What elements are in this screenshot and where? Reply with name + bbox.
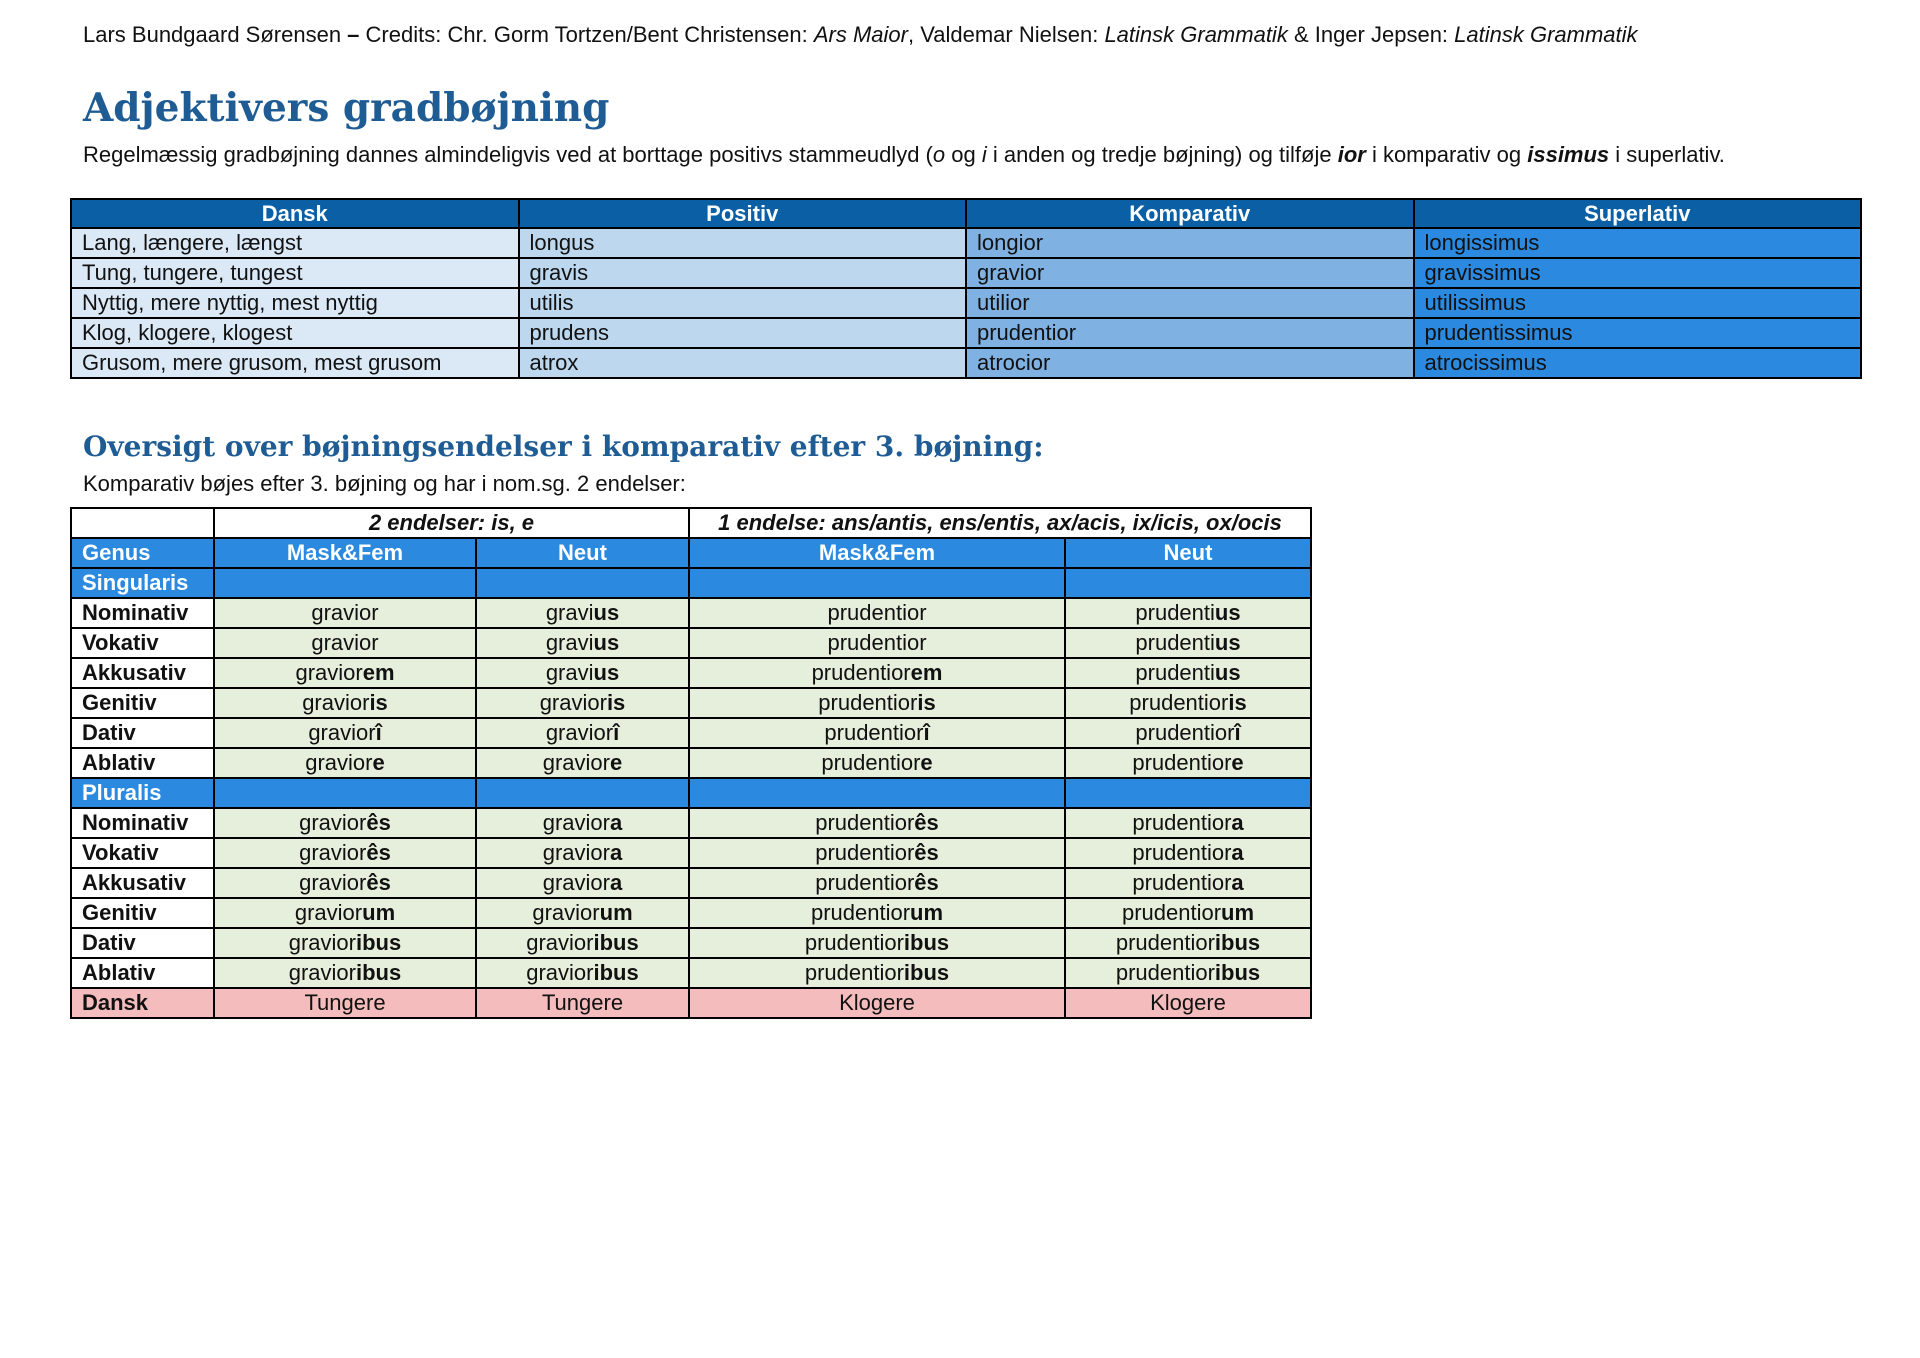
form-ending: î: [1234, 720, 1241, 745]
form-ending: a: [1231, 870, 1244, 895]
comparison-cell: Lang, længere, længst: [71, 228, 519, 258]
form-ending: um: [1221, 900, 1255, 925]
credits-book2: Latinsk Grammatik: [1104, 22, 1288, 47]
form-ending: is: [917, 690, 936, 715]
form-stem: prudentior: [824, 720, 924, 745]
comparison-cell: atrocior: [966, 348, 1414, 378]
form-ending: ibus: [593, 960, 639, 985]
form-cell: [1065, 928, 1311, 958]
form-stem: gravior: [299, 870, 367, 895]
form-ending: î: [613, 720, 620, 745]
form-ending: ês: [914, 840, 939, 865]
form-stem: gravior: [542, 810, 610, 835]
form-stem: prudenti: [1135, 600, 1215, 625]
form-stem: gravior: [305, 750, 373, 775]
form-stem: gravior: [288, 930, 356, 955]
genus-header-row: [71, 538, 1311, 568]
credits-part1: Chr. Gorm Tortzen/Bent Christensen:: [441, 22, 814, 47]
form-ending: us: [1214, 630, 1241, 655]
comparison-cell: utilissimus: [1414, 288, 1862, 318]
form-stem: gravior: [526, 960, 594, 985]
form-cell: [476, 718, 689, 748]
form-stem: prudentior: [1132, 750, 1232, 775]
form-stem: prudentior: [804, 930, 904, 955]
intro-text-2: og: [945, 142, 982, 167]
col-mask-fem-1: Mask&Fem: [214, 538, 476, 568]
form-ending: ibus: [1214, 960, 1261, 985]
case-row: [71, 718, 1311, 748]
comparison-cell: atrox: [519, 348, 967, 378]
group-one-ending: 1 endelse: ans/antis, ens/entis, ax/acis, ix/icis, ox/ocis: [689, 508, 1311, 538]
form-cell: [689, 868, 1065, 898]
form-ending: a: [610, 810, 623, 835]
form-cell: [476, 688, 689, 718]
case-row: [71, 748, 1311, 778]
pluralis-row-label: Pluralis: [71, 778, 214, 808]
form-stem: prudentior: [815, 870, 915, 895]
case-label: Dativ: [71, 718, 214, 748]
comparison-cell: gravis: [519, 258, 967, 288]
form-stem: prudentior: [827, 630, 927, 655]
form-ending: is: [606, 690, 626, 715]
form-stem: prudentior: [821, 750, 921, 775]
dansk-translation: Klogere: [689, 988, 1065, 1018]
singularis-row-fill: [1065, 568, 1311, 598]
form-cell: [689, 838, 1065, 868]
form-ending: ibus: [356, 960, 402, 985]
credits-part2: , Valdemar Nielsen:: [907, 22, 1105, 47]
intro-text-5: i superlativ.: [1609, 142, 1725, 167]
form-ending: us: [593, 600, 620, 625]
singularis-row-fill: [476, 568, 689, 598]
form-cell: [689, 748, 1065, 778]
form-stem: gravior: [311, 600, 379, 625]
form-ending: e: [920, 750, 933, 775]
credits-dash: –: [341, 22, 366, 47]
form-cell: [476, 898, 689, 928]
intro-ior: ior: [1337, 142, 1366, 167]
form-stem: prudentior: [1135, 720, 1235, 745]
comparison-row: [71, 228, 1861, 258]
form-stem: prudenti: [1135, 660, 1215, 685]
form-cell: [689, 958, 1065, 988]
comparison-cell: Grusom, mere grusom, mest grusom: [71, 348, 519, 378]
form-cell: [476, 928, 689, 958]
comparison-cell: utilior: [966, 288, 1414, 318]
comparison-cell: Klog, klogere, klogest: [71, 318, 519, 348]
form-stem: gravior: [532, 900, 600, 925]
group-two-endings: 2 endelser: is, e: [214, 508, 689, 538]
form-ending: us: [593, 660, 620, 685]
form-cell: [476, 748, 689, 778]
form-cell: [214, 658, 476, 688]
form-stem: gravior: [294, 900, 363, 925]
form-stem: prudentior: [1132, 870, 1232, 895]
case-label: Ablativ: [71, 958, 214, 988]
case-label: Ablativ: [71, 748, 214, 778]
form-ending: em: [362, 660, 395, 685]
comparison-row: [71, 348, 1861, 378]
form-ending: ês: [914, 810, 939, 835]
case-label: Akkusativ: [71, 868, 214, 898]
form-stem: prudentior: [827, 600, 927, 625]
case-label: Genitiv: [71, 898, 214, 928]
form-ending: î: [923, 720, 930, 745]
form-cell: [476, 598, 689, 628]
form-ending: a: [610, 840, 623, 865]
comparison-cell: atrocissimus: [1414, 348, 1862, 378]
form-stem: prudentior: [815, 840, 915, 865]
comparison-table-header: [71, 199, 1861, 228]
comparison-table: [70, 198, 1862, 379]
comparison-row: [71, 258, 1861, 288]
form-stem: gravior: [299, 840, 367, 865]
form-ending: ês: [366, 870, 391, 895]
singularis-row-fill: [214, 568, 476, 598]
credits-line: [83, 20, 1638, 50]
form-ending: um: [910, 900, 944, 925]
form-cell: [1065, 838, 1311, 868]
form-ending: a: [1231, 810, 1244, 835]
form-cell: [1065, 808, 1311, 838]
comparison-row: [71, 288, 1861, 318]
form-ending: ês: [366, 810, 391, 835]
form-cell: [214, 598, 476, 628]
pluralis-row-fill: [476, 778, 689, 808]
col-mask-fem-2: Mask&Fem: [689, 538, 1065, 568]
case-row: [71, 868, 1311, 898]
singularis-row-label: Singularis: [71, 568, 214, 598]
form-cell: [214, 718, 476, 748]
form-cell: [689, 808, 1065, 838]
form-stem: gravior: [542, 870, 610, 895]
form-cell: [476, 628, 689, 658]
form-stem: prudentior: [1121, 900, 1222, 925]
col-neut-2: Neut: [1065, 538, 1311, 568]
col-neut-1: Neut: [476, 538, 689, 568]
group-header-empty: [71, 508, 214, 538]
form-cell: [476, 658, 689, 688]
case-label: Genitiv: [71, 688, 214, 718]
form-cell: [214, 928, 476, 958]
form-stem: gravior: [539, 690, 607, 715]
form-ending: us: [1214, 660, 1241, 685]
form-cell: [214, 898, 476, 928]
dansk-translation: Tungere: [476, 988, 689, 1018]
intro-text-1: Regelmæssig gradbøjning dannes almindeligvis ved at borttage positivs stammeudlyd (: [83, 142, 933, 167]
form-stem: prudentior: [815, 810, 915, 835]
case-label: Nominativ: [71, 598, 214, 628]
case-label: Vokativ: [71, 628, 214, 658]
case-row: [71, 808, 1311, 838]
form-stem: prudentior: [1129, 690, 1229, 715]
form-stem: gravi: [545, 660, 594, 685]
intro-text-4: i komparativ og: [1365, 142, 1528, 167]
form-stem: gravior: [545, 720, 614, 745]
form-stem: prudentior: [811, 660, 911, 685]
case-row: [71, 658, 1311, 688]
form-stem: gravior: [299, 810, 367, 835]
pluralis-row-fill: [1065, 778, 1311, 808]
form-cell: [1065, 658, 1311, 688]
case-label: Akkusativ: [71, 658, 214, 688]
form-cell: [689, 598, 1065, 628]
case-label: Vokativ: [71, 838, 214, 868]
form-stem: gravior: [308, 720, 376, 745]
form-ending: em: [910, 660, 943, 685]
header-positiv: Positiv: [519, 199, 967, 228]
form-stem: gravior: [526, 930, 594, 955]
form-cell: [689, 928, 1065, 958]
form-cell: [689, 658, 1065, 688]
pluralis-row-fill: [689, 778, 1065, 808]
author-name: Lars Bundgaard Sørensen: [83, 22, 342, 47]
case-row: [71, 688, 1311, 718]
form-stem: gravior: [542, 750, 610, 775]
form-ending: a: [610, 870, 623, 895]
header-komparativ: Komparativ: [966, 199, 1414, 228]
form-cell: [476, 808, 689, 838]
form-cell: [689, 898, 1065, 928]
form-ending: ês: [914, 870, 939, 895]
form-stem: prudentior: [818, 690, 918, 715]
credits-book1: Ars Maior: [813, 22, 908, 47]
form-cell: [476, 958, 689, 988]
form-cell: [1065, 718, 1311, 748]
form-ending: a: [1231, 840, 1244, 865]
form-cell: [1065, 958, 1311, 988]
form-ending: ibus: [903, 930, 950, 955]
form-ending: î: [375, 720, 382, 745]
page-title: Adjektivers gradbøjning: [83, 85, 610, 131]
comparison-cell: prudentissimus: [1414, 318, 1862, 348]
form-ending: is: [369, 690, 388, 715]
form-stem: gravior: [302, 690, 370, 715]
form-stem: prudentior: [1132, 840, 1232, 865]
intro-paragraph: [83, 140, 1725, 170]
group-header-row: [71, 508, 1311, 538]
comparison-cell: prudens: [519, 318, 967, 348]
form-cell: [476, 838, 689, 868]
case-label: Nominativ: [71, 808, 214, 838]
form-cell: [1065, 688, 1311, 718]
form-cell: [476, 868, 689, 898]
declension-table: [70, 507, 1312, 1019]
form-cell: [689, 628, 1065, 658]
form-cell: [689, 718, 1065, 748]
case-row: [71, 838, 1311, 868]
form-cell: [1065, 748, 1311, 778]
intro-o: o: [932, 142, 946, 167]
intro-i: i: [981, 142, 987, 167]
form-stem: gravior: [542, 840, 610, 865]
form-stem: prudentior: [810, 900, 911, 925]
form-cell: [214, 838, 476, 868]
case-row: [71, 598, 1311, 628]
form-ending: um: [599, 900, 633, 925]
comparison-row: [71, 318, 1861, 348]
comparison-cell: Tung, tungere, tungest: [71, 258, 519, 288]
case-row: [71, 628, 1311, 658]
section-title: Oversigt over bøjningsendelser i komparativ efter 3. bøjning:: [83, 430, 1044, 463]
comparison-cell: longus: [519, 228, 967, 258]
case-row: [71, 898, 1311, 928]
form-ending: ibus: [356, 930, 402, 955]
header-superlativ: Superlativ: [1414, 199, 1862, 228]
comparison-cell: longior: [966, 228, 1414, 258]
form-ending: e: [610, 750, 623, 775]
comparison-cell: longissimus: [1414, 228, 1862, 258]
pluralis-row: [71, 778, 1311, 808]
form-cell: [214, 688, 476, 718]
header-dansk: Dansk: [71, 199, 519, 228]
genus-label: Genus: [71, 538, 214, 568]
form-ending: ibus: [1214, 930, 1261, 955]
pluralis-row-fill: [214, 778, 476, 808]
form-ending: us: [593, 630, 620, 655]
form-cell: [214, 868, 476, 898]
form-stem: gravior: [288, 960, 356, 985]
form-cell: [214, 748, 476, 778]
form-stem: prudentior: [1132, 810, 1232, 835]
intro-text-3: i anden og tredje bøjning) og tilføje: [986, 142, 1338, 167]
dansk-translation: Tungere: [214, 988, 476, 1018]
form-ending: ês: [366, 840, 391, 865]
form-stem: gravi: [545, 630, 594, 655]
form-stem: prudentior: [804, 960, 904, 985]
form-ending: e: [1231, 750, 1244, 775]
comparison-cell: Nyttig, mere nyttig, mest nyttig: [71, 288, 519, 318]
form-ending: is: [1228, 690, 1247, 715]
comparison-cell: utilis: [519, 288, 967, 318]
intro-issimus: issimus: [1527, 142, 1610, 167]
form-cell: [214, 808, 476, 838]
credits-label: Credits:: [365, 22, 442, 47]
form-stem: prudenti: [1135, 630, 1215, 655]
form-cell: [689, 688, 1065, 718]
singularis-row: [71, 568, 1311, 598]
form-cell: [1065, 628, 1311, 658]
form-ending: ibus: [903, 960, 950, 985]
section-intro: Komparativ bøjes efter 3. bøjning og har i nom.sg. 2 endelser:: [83, 471, 686, 496]
case-label: Dativ: [71, 928, 214, 958]
form-ending: us: [1214, 600, 1241, 625]
case-row: [71, 928, 1311, 958]
credits-part3: & Inger Jepsen:: [1287, 22, 1455, 47]
dansk-row: [71, 988, 1311, 1018]
form-stem: gravior: [311, 630, 379, 655]
singularis-row-fill: [689, 568, 1065, 598]
form-stem: gravi: [545, 600, 594, 625]
form-cell: [1065, 898, 1311, 928]
credits-book3: Latinsk Grammatik: [1454, 22, 1638, 47]
comparison-cell: gravissimus: [1414, 258, 1862, 288]
form-ending: ibus: [593, 930, 639, 955]
case-row: [71, 958, 1311, 988]
form-cell: [214, 958, 476, 988]
dansk-label: Dansk: [71, 988, 214, 1018]
dansk-translation: Klogere: [1065, 988, 1311, 1018]
comparison-cell: prudentior: [966, 318, 1414, 348]
form-stem: prudentior: [1115, 960, 1215, 985]
form-ending: um: [362, 900, 396, 925]
form-stem: gravior: [295, 660, 363, 685]
form-cell: [1065, 598, 1311, 628]
form-cell: [1065, 868, 1311, 898]
form-stem: prudentior: [1115, 930, 1215, 955]
form-cell: [214, 628, 476, 658]
form-ending: e: [372, 750, 385, 775]
comparison-cell: gravior: [966, 258, 1414, 288]
